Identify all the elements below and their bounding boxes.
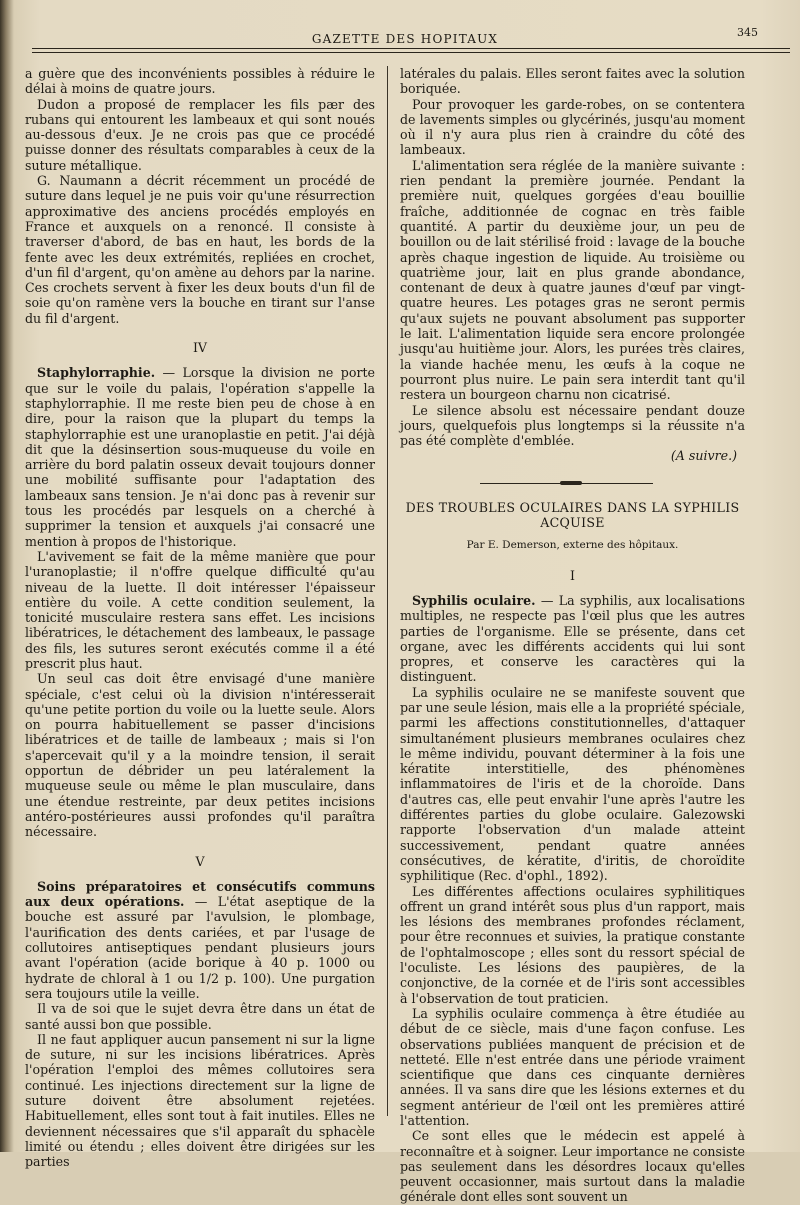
paragraph: Il va de soi que le sujet devra être dans un état de santé aussi bon que possible. (25, 1001, 375, 1032)
section-number: I (570, 567, 575, 583)
header-rule-thin (32, 52, 790, 53)
paragraph-heading: Syphilis oculaire. (412, 592, 536, 608)
paragraph: latérales du palais. Elles seront faites avec la solution boriquée. (400, 66, 745, 97)
page-header (20, 28, 790, 68)
paragraph: Les différentes affections oculaires syphilitiques offrent un grand intérêt sous plus d'un rapport, mais les lésions des membranes profondes réclament, pour être reconnues et suivies, la pratique constante de l'ophtalmoscope ; elles sont du ressort spécial de l'oculiste. Les lésions des paupières, de la conjonctive, de la cornée et de l'iris sont accessibles à l'observation de tout praticien. (400, 883, 745, 1006)
section-number: V (195, 853, 205, 869)
paragraph: a guère que des inconvénients possibles à réduire le délai à moins de quatre jours. (25, 66, 375, 97)
paragraph-heading: Staphylorraphie. (37, 365, 156, 381)
paragraph: L'avivement se fait de la même manière que pour l'uranoplastie; il n'offre quelque difficulté qu'au niveau de la luette. Il doit intéresser l'épaisseur entière du voile. A cette condition seulement, la tonicité musculaire restera sans effet. Les incisions libératrices, le détachement des lambeaux, le passage des fils, les sutures seront exécutés comme il a été prescrit plus haut. (25, 548, 375, 671)
paragraph: L'alimentation sera réglée de la manière suivante : rien pendant la première journée. Pendant la première nuit, quelques gorgées d'eau bouillie fraîche, additionnée de cognac en très faible quantité. A partir du deuxième jour, un peu de bouillon ou de lait stérilisé froid : lavage de la bouche après chaque ingestion de liquide. Au troisième ou quatrième jour, lait en plus grande abondance, contenant de deux à quatre jaunes d'œuf par vingt-quatre heures. Les potages gras ne seront permis qu'aux sujets ne pouvant absolument pas supporter le lait. L'alimentation liquide sera encore prolongée jusqu'au huitième jour. Alors, les purées très claires, la viande hachée menu, les œufs à la coque ne pourront plus nuire. Le pain sera interdit tant qu'il restera un bourgeon charnu non cicatrisé. (400, 157, 745, 403)
article-author: Par E. Demerson, externe des hôpitaux. (466, 539, 679, 552)
right-column (400, 66, 745, 1205)
paragraph: La syphilis oculaire ne se manifeste souvent que par une seule lésion, mais elle a la propriété spéciale, parmi les affections constitutionnelles, d'attaquer simultanément plusieurs membranes oculaires chez le même individu, pouvant déterminer à la fois une kératite interstitielle, des phénomènes inflammatoires de l'iris et de la choroïde. Dans d'autres cas, elle peut envahir l'une après l'autre les différentes parties du globe oculaire. Galezowski rapporte l'observation d'un malade atteint successivement, pendant quatre années consécutives, de kératite, d'iritis, de choroïdite syphilitique (Rec. d'ophl., 1892). (400, 684, 745, 884)
page-number: 345 (737, 26, 758, 39)
paragraph: Il ne faut appliquer aucun pansement ni sur la ligne de suture, ni sur les incisions libératrices. Après l'opération l'emploi des mêmes collutoires sera continué. Les injections directement sur la ligne de suture doivent être absolument rejetées. Habituellement, elles sont tout à fait inutiles. Elles ne deviennent nécessaires que s'il apparaît du sphacèle limité ou étendu ; elles doivent être dirigées sur les parties (25, 1031, 375, 1170)
article-separator (400, 476, 745, 490)
paragraph: G. Naumann a décrit récemment un procédé de suture dans lequel je ne puis voir qu'une résurrection approximative des anciens procédés employés en France et auxquels on a renoncé. Il consiste à traverser d'abord, de bas en haut, les bords de la fente avec les deux extrémités, repliées en crochet, d'un fil d'argent, qu'on amène au dehors par la narine. Ces crochets servent à fixer les deux bouts d'un fil de soie qu'on ramène vers la bouche en tirant sur l'anse du fil d'argent. (25, 173, 375, 326)
paragraph-text: — Lorsque la division ne porte que sur le voile du palais, l'opération s'appelle la staphylorraphie. Il me reste bien peu de chose à en dire, pour la raison que la plupart du temps la staphylorraphie est une uranoplastie en petit. J'ai déjà dit que la désinsertion sous-muqueuse du voile en arrière du bord palatin osseux devait toujours donner une mobilité suffisante pour l'adaptation des lambeaux sans tension. Je n'ai donc pas à revenir sur tous les procédés par lesquels on a cherché à supprimer la tension et auxquels j'ai consacré une mention à propos de l'historique. (25, 365, 375, 549)
paragraph: Un seul cas doit être envisagé d'une manière spéciale, c'est celui où la division n'intéresserait qu'une petite portion du voile ou la luette seule. Alors on pourra habituellement se passer d'incisions libératrices et de taille de lambeaux ; mais si l'on s'apercevait qu'il y a la moindre tension, il serait opportun de débrider un peu latéralement la muqueuse seule ou même le plan musculaire, dans une étendue restreinte, par deux petites incisions antéro-postérieures aussi profondes qu'il paraîtra nécessaire. (25, 671, 375, 840)
section-number: IV (192, 340, 208, 356)
to-be-continued: (A suivre.) (670, 448, 737, 464)
paragraph-text: — L'état aseptique de la bouche est assuré par l'avulsion, le plombage, l'aurification des dents cariées, et par l'usage de collutoires antiseptiques pendant plusieurs jours avant l'opération (acide borique à 40 p. 1000 ou hydrate de chloral à 1 ou 1/2 p. 100). Une purgation sera toujours utile la veille. (25, 894, 375, 1001)
header-rule (32, 48, 790, 49)
paragraph-text: — La syphilis, aux localisations multiples, ne respecte pas l'œil plus que les autres parties de l'organisme. Elle se présente, dans cet organe, avec les différents accidents qui lui sont propres, et conserve les caractères qui la distinguent. (400, 592, 745, 685)
left-column (25, 66, 375, 1169)
paragraph (25, 879, 375, 1001)
paragraph: Pour provoquer les garde-robes, on se contentera de lavements simples ou glycérinés, jusqu'au moment où il n'y aura plus rien à craindre du côté des lambeaux. (400, 96, 745, 158)
article-title: DES TROUBLES OCULAIRES DANS LA SYPHILIS ACQUISE (405, 499, 740, 531)
paragraph: Ce sont elles que le médecin est appelé à reconnaître et à soigner. Leur importance ne consiste pas seulement dans les désordres locaux qu'elles peuvent occasionner, mais surtout dans la maladie générale dont elles sont souvent un (400, 1128, 745, 1205)
paragraph (25, 365, 375, 549)
paragraph: La syphilis oculaire commença à être étudiée au début de ce siècle, mais d'une façon confuse. Les observations publiées manquent de précision et de netteté. Elle n'est entrée dans une période vraiment scientifique que dans ces cinquante dernières années. Il va sans dire que les lésions externes et du segment antérieur de l'œil ont les premières attiré l'attention. (400, 1005, 745, 1128)
paragraph: Le silence absolu est nécessaire pendant douze jours, quelquefois plus longtemps si la réussite n'a pas été complète d'emblée. (400, 402, 745, 449)
column-divider (387, 66, 388, 1116)
paragraph: Dudon a proposé de remplacer les fils pær des rubans qui entourent les lambeaux et qui sont noués au-dessous d'eux. Je ne crois pas que ce procédé puisse donner des résultats comparables à ceux de la suture métallique. (25, 96, 375, 173)
paragraph (400, 593, 745, 685)
paragraph-heading: Soins préparatoires et consécutifs communs aux deux opérations. (25, 878, 375, 910)
journal-title: GAZETTE DES HOPITAUX (311, 32, 499, 46)
separator-ornament (560, 481, 582, 485)
